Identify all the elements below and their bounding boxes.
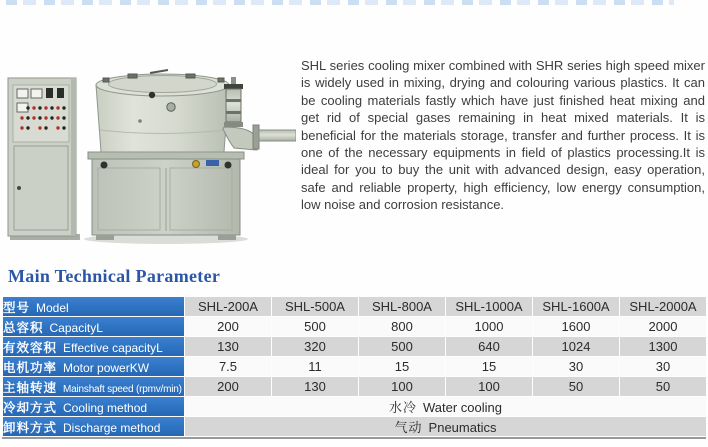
value-cell: 130 — [185, 337, 271, 356]
product-description: SHL series cooling mixer combined with SHR series high speed mixer is widely used in mixing, drying and colouring various plastics. It can be cooling materials fastly which have just finished heat mixing and get rid of special gases remaining in heat mixed materials. It is beneficial for the materials storage, transfer and further process. It is one of the necessary equipments in field of plastics processing.It is ideal for you to buy the unit with advanced design, easy operation, safe and reliable property, high efficiency, low energy consumption, low noise and corrosion resistance. — [301, 58, 705, 213]
value-cell: 50 — [620, 377, 706, 396]
value-cell: 7.5 — [185, 357, 271, 376]
table-row-model — [3, 297, 706, 316]
value-cell: 200 — [185, 377, 271, 396]
oil-valve — [193, 161, 200, 168]
model-cell: SHL-800A — [359, 297, 445, 316]
value-cell: 1600 — [533, 317, 619, 336]
drum-lid — [109, 76, 217, 93]
model-cell: SHL-1000A — [446, 297, 532, 316]
mixer-photo-illustration — [0, 28, 296, 268]
value-cell: 800 — [359, 317, 445, 336]
row-label-capacity: 总容积 CapacityL — [3, 317, 184, 336]
row-label-model: 型号 Model — [3, 297, 184, 316]
cabinet-door — [14, 146, 68, 230]
row-label-mainshaft-speed: 主轴转速 Mainshaft speed (rpmv/min) — [3, 377, 184, 396]
drum-plug — [149, 92, 155, 98]
table-row-capacity — [3, 317, 706, 336]
value-cell: 1024 — [533, 337, 619, 356]
value-cell: 2000 — [620, 317, 706, 336]
row-label-discharge-method: 卸料方式 Discharge method — [3, 417, 184, 436]
pneumatic-cylinder — [224, 77, 243, 127]
value-cell: 130 — [272, 377, 358, 396]
discharge-pipe — [223, 125, 296, 150]
table-row-discharge-method — [3, 417, 706, 436]
value-cell: 500 — [359, 337, 445, 356]
control-cabinet — [8, 78, 80, 240]
model-cell: SHL-2000A — [620, 297, 706, 316]
value-cell: 640 — [446, 337, 532, 356]
mixer-drum — [96, 70, 229, 152]
door-keyhole — [17, 186, 21, 190]
value-cell: 30 — [533, 357, 619, 376]
model-cell: SHL-500A — [272, 297, 358, 316]
section-title: Main Technical Parameter — [8, 266, 221, 286]
table-row-mainshaft-speed — [3, 377, 706, 396]
technical-parameter-table — [2, 296, 706, 439]
value-cell: 100 — [446, 377, 532, 396]
table-row-effective-capacity — [3, 337, 706, 356]
value-cell: 11 — [272, 357, 358, 376]
value-cell: 15 — [446, 357, 532, 376]
model-cell: SHL-200A — [185, 297, 271, 316]
table-row-cooling-method — [3, 397, 706, 416]
value-cell: 320 — [272, 337, 358, 356]
name-plate — [206, 160, 219, 166]
value-cell: 200 — [185, 317, 271, 336]
cooling-method-value: 水冷 Water cooling — [185, 397, 706, 416]
model-cell: SHL-1600A — [533, 297, 619, 316]
value-cell: 1000 — [446, 317, 532, 336]
value-cell: 500 — [272, 317, 358, 336]
machine-base — [84, 152, 248, 244]
row-label-effective-capacity: 有效容积 Effective capacityL — [3, 337, 184, 356]
value-cell: 1300 — [620, 337, 706, 356]
row-label-cooling-method: 冷却方式 Cooling method — [3, 397, 184, 416]
value-cell: 100 — [359, 377, 445, 396]
product-photo — [0, 28, 296, 268]
clipped-page-title-remnant — [6, 0, 674, 5]
value-cell: 30 — [620, 357, 706, 376]
discharge-method-value: 气动 Pneumatics — [185, 417, 706, 436]
row-label-motor-power: 电机功率 Motor powerKW — [3, 357, 184, 376]
table-row-motor-power — [3, 357, 706, 376]
sight-port — [167, 103, 175, 111]
value-cell: 15 — [359, 357, 445, 376]
value-cell: 50 — [533, 377, 619, 396]
